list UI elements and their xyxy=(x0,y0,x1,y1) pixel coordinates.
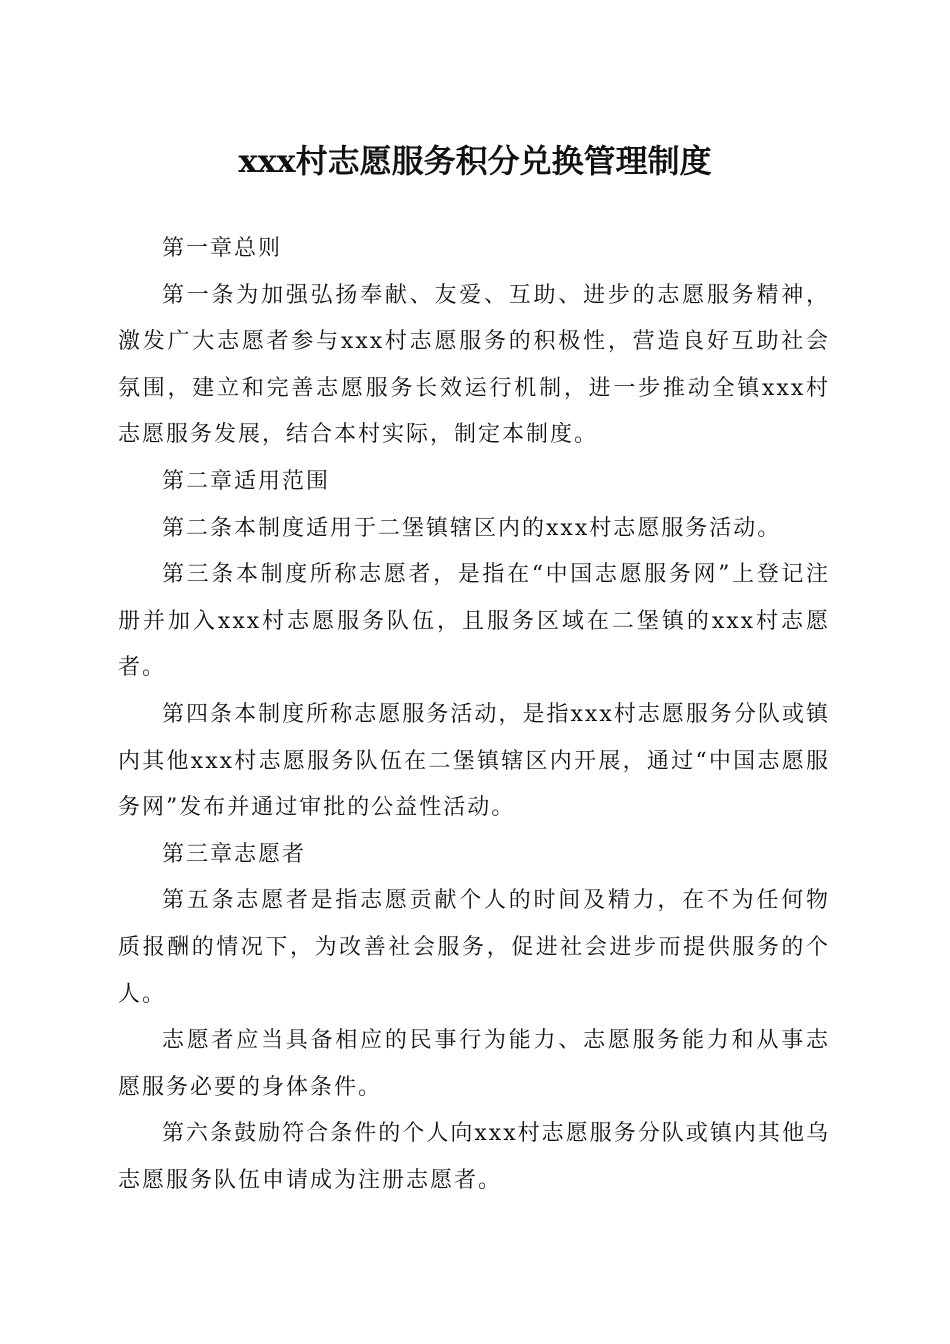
chapter-heading-1: 第一章总则 xyxy=(162,236,283,261)
article-1-paragraph: 第一条为加强弘扬奉献、友爱、互助、进步的志愿服务精神，激发广大志愿者参与xxx村志愿服务的积极性，营造良好互助社会氛围，建立和完善志愿服务长效运行机制，进一步推动全镇xxx村志愿服务发展，结合本村实际，制定本制度。 xyxy=(118,282,830,448)
article-2-paragraph: 第二条本制度适用于二堡镇辖区内的xxx村志愿服务活动。 xyxy=(162,515,782,541)
document-title: xxx村志愿服务积分兑换管理制度 xyxy=(238,142,712,180)
volunteer-requirements-paragraph: 志愿者应当具备相应的民事行为能力、志愿服务能力和从事志愿服务必要的身体条件。 xyxy=(118,1028,830,1100)
chapter-heading-3: 第三章志愿者 xyxy=(162,841,307,867)
article-5-paragraph: 第五条志愿者是指志愿贡献个人的时间及精力，在不为任何物质报酬的情况下，为改善社会服务，促进社会进步而提供服务的个人。 xyxy=(118,888,830,1007)
article-3-paragraph: 第三条本制度所称志愿者，是指在“中国志愿服务网”上登记注册并加入xxx村志愿服务队伍，且服务区域在二堡镇的xxx村志愿者。 xyxy=(118,562,830,681)
article-6-paragraph: 第六条鼓励符合条件的个人向xxx村志愿服务分队或镇内其他乌志愿服务队伍申请成为注册志愿者。 xyxy=(118,1121,830,1193)
chapter-heading-2: 第二章适用范围 xyxy=(162,468,331,494)
document-body xyxy=(118,226,830,1204)
article-4-paragraph: 第四条本制度所称志愿服务活动，是指xxx村志愿服务分队或镇内其他xxx村志愿服务队伍在二堡镇辖区内开展，通过“中国志愿服务网”发布并通过审批的公益性活动。 xyxy=(118,701,830,821)
